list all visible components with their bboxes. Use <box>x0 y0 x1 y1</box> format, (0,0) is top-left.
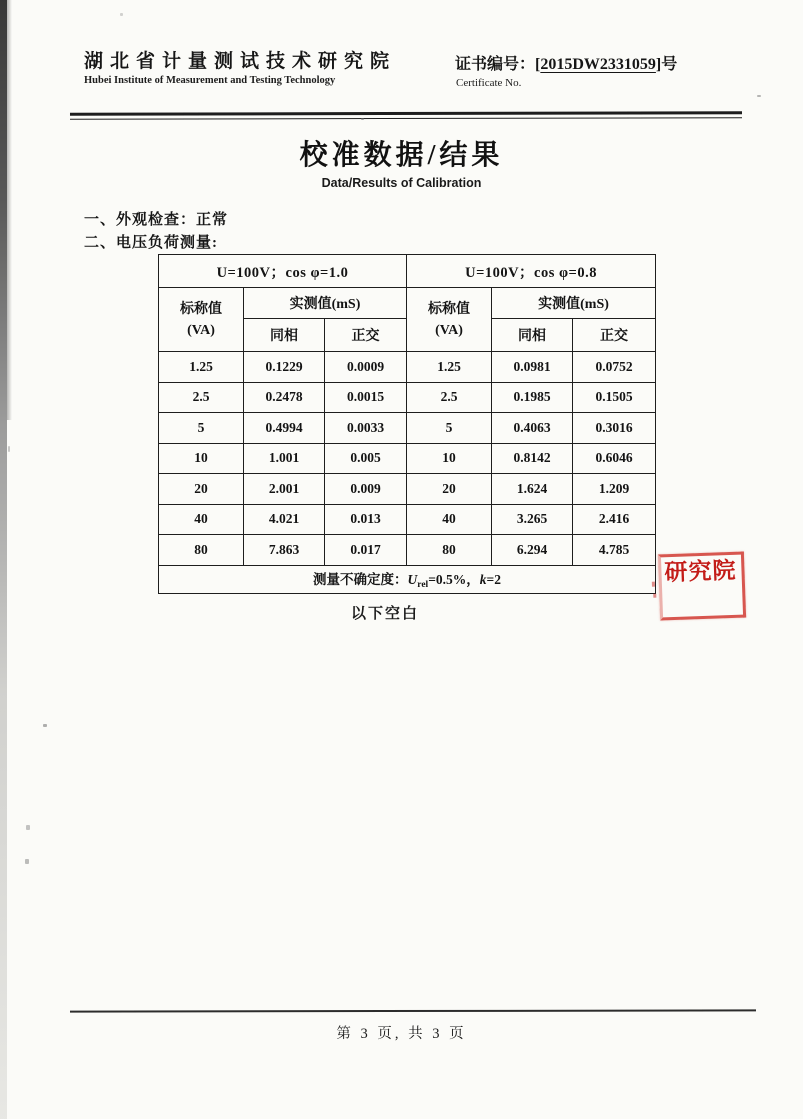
uncertainty-label: 测量不确定度： <box>313 572 408 587</box>
scan-noise-speck <box>757 95 761 97</box>
cell-quadrature: 0.1505 <box>573 382 656 413</box>
cell-nominal: 2.5 <box>407 382 492 413</box>
table-row <box>159 535 656 566</box>
table-row <box>159 504 656 535</box>
cell-nominal: 80 <box>159 535 244 566</box>
scan-noise-speck <box>120 13 123 16</box>
col-header-quadrature-left: 正交 <box>325 319 407 352</box>
header-divider-rule <box>70 111 742 119</box>
cell-quadrature: 0.0033 <box>325 413 407 444</box>
col-header-nominal-right <box>407 288 492 352</box>
nominal-unit: (VA) <box>435 322 463 338</box>
cell-nominal: 20 <box>407 474 492 505</box>
cell-inphase: 0.4063 <box>492 413 573 444</box>
cell-inphase: 0.2478 <box>244 382 325 413</box>
certificate-number-value: 2015DW2331059 <box>540 56 656 73</box>
table-group-header-row <box>159 255 656 288</box>
cell-nominal: 40 <box>407 504 492 535</box>
col-header-quadrature-right: 正交 <box>573 319 656 352</box>
cell-quadrature: 0.005 <box>325 443 407 474</box>
certificate-number-line <box>455 51 677 74</box>
institute-name-cn: 湖北省计量测试技术研究院 <box>84 51 397 72</box>
col-header-inphase-left: 同相 <box>244 319 325 352</box>
cell-inphase: 1.624 <box>492 474 573 505</box>
uncertainty-u-value: =0.5%， <box>428 572 480 587</box>
col-header-measured-right: 实测值(mS) <box>492 288 656 319</box>
scan-noise-speck <box>26 825 30 830</box>
page-number: 第 3 页, 共 3 页 <box>336 1026 467 1042</box>
scan-noise-speck <box>43 724 47 727</box>
uncertainty-k-value: =2 <box>486 572 501 587</box>
cell-inphase: 0.8142 <box>492 443 573 474</box>
cell-nominal: 20 <box>159 474 244 505</box>
scan-noise-speck <box>25 859 29 864</box>
cell-inphase: 0.0981 <box>492 352 573 383</box>
scan-noise-speck <box>8 446 10 452</box>
cell-quadrature: 2.416 <box>573 504 656 535</box>
table-column-header-row <box>159 288 656 319</box>
cell-inphase: 4.021 <box>244 504 325 535</box>
blank-below-note: 以下空白 <box>350 606 419 622</box>
cell-nominal: 5 <box>407 413 492 444</box>
table-row <box>159 474 656 505</box>
table-row <box>159 382 656 413</box>
institute-name-en: Hubei Institute of Measurement and Testing Technology <box>84 75 336 86</box>
cell-quadrature: 1.209 <box>573 474 656 505</box>
certificate-number-label-cn: 证书编号： <box>455 56 536 73</box>
calibration-table <box>158 254 656 594</box>
cell-inphase: 7.863 <box>244 535 325 566</box>
cell-quadrature: 0.013 <box>325 504 407 535</box>
table-row <box>159 443 656 474</box>
col-header-nominal-left <box>159 288 244 352</box>
nominal-unit: (VA) <box>187 322 215 338</box>
cell-quadrature: 0.6046 <box>573 443 656 474</box>
cell-quadrature: 0.009 <box>325 474 407 505</box>
cell-inphase: 3.265 <box>492 504 573 535</box>
cell-inphase: 0.1229 <box>244 352 325 383</box>
nominal-label: 标称值 <box>180 301 222 317</box>
nominal-label: 标称值 <box>428 301 471 317</box>
section-appearance-check: 一、外观检查：正常 <box>84 212 229 228</box>
cell-nominal: 1.25 <box>159 352 244 383</box>
cell-quadrature: 0.0009 <box>325 352 407 383</box>
group-header-cos08: U=100V；cos φ=0.8 <box>407 255 656 288</box>
seal-ink-speck <box>652 582 655 587</box>
scan-edge-shadow <box>7 0 12 420</box>
uncertainty-u-symbol: U <box>407 572 418 587</box>
seal-ink-speck <box>653 594 656 598</box>
cell-quadrature: 0.3016 <box>573 413 656 444</box>
footer-divider-rule <box>70 1009 756 1012</box>
cell-nominal: 40 <box>159 504 244 535</box>
scan-noise-speck <box>361 118 364 120</box>
cell-inphase: 6.294 <box>492 535 573 566</box>
col-header-inphase-right: 同相 <box>492 319 573 352</box>
cell-inphase: 1.001 <box>244 443 325 474</box>
uncertainty-note <box>159 565 656 593</box>
uncertainty-k-symbol: k <box>479 572 487 587</box>
cell-nominal: 2.5 <box>159 382 244 413</box>
cell-nominal: 80 <box>407 535 492 566</box>
cell-quadrature: 0.0015 <box>325 382 407 413</box>
cell-quadrature: 0.0752 <box>573 352 656 383</box>
cell-inphase: 2.001 <box>244 474 325 505</box>
red-seal-stamp <box>658 552 746 621</box>
cell-nominal: 1.25 <box>407 352 492 383</box>
cell-inphase: 0.4994 <box>244 413 325 444</box>
cell-quadrature: 4.785 <box>573 535 656 566</box>
group-header-cos1: U=100V；cos φ=1.0 <box>159 255 407 288</box>
cell-nominal: 10 <box>159 443 244 474</box>
cell-inphase: 0.1985 <box>492 382 573 413</box>
red-seal-text: 研究院 <box>664 557 737 586</box>
certificate-number-open-bracket: [ <box>535 56 541 73</box>
col-header-measured-left: 实测值(mS) <box>244 288 407 319</box>
table-row <box>159 413 656 444</box>
page-subtitle: Data/Results of Calibration <box>321 176 482 190</box>
cell-nominal: 5 <box>159 413 244 444</box>
page-title: 校准数据/结果 <box>299 140 504 171</box>
table-row <box>159 352 656 383</box>
certificate-number-label-en: Certificate No. <box>456 77 522 89</box>
cell-quadrature: 0.017 <box>325 535 407 566</box>
uncertainty-u-subscript: rel <box>417 580 429 590</box>
cell-nominal: 10 <box>407 443 492 474</box>
table-uncertainty-row <box>159 565 656 593</box>
section-voltage-load: 二、电压负荷测量: <box>84 235 218 251</box>
certificate-number-close-bracket: ]号 <box>655 56 678 73</box>
